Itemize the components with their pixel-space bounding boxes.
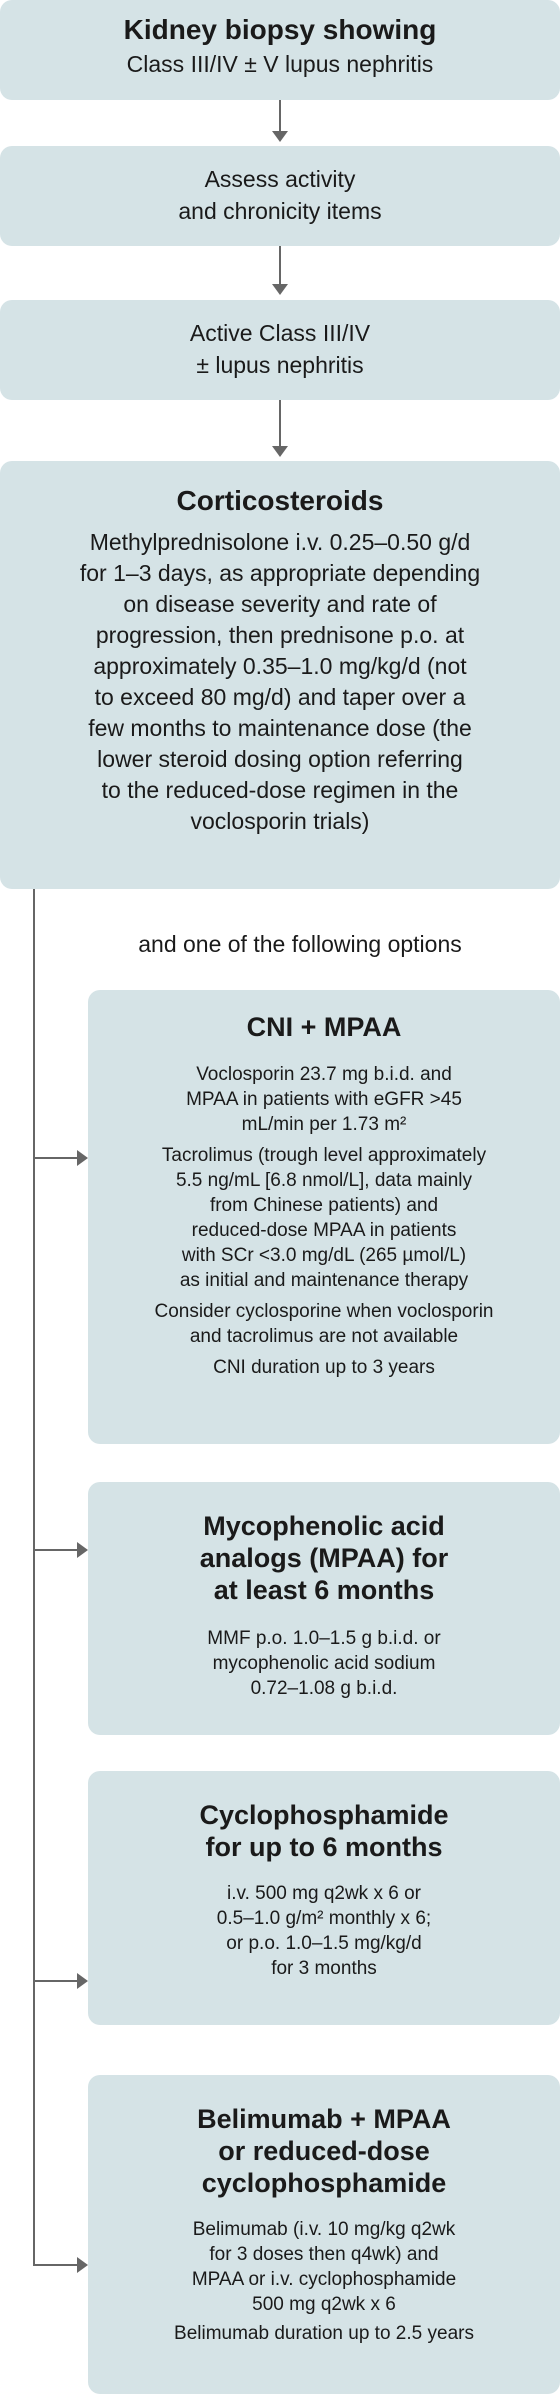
option-text: mL/min per 1.73 m² <box>241 1114 407 1135</box>
option-title: analogs (MPAA) for <box>199 1543 449 1573</box>
connector-line <box>33 1157 78 1159</box>
option-paragraph <box>88 1881 560 1981</box>
box-text: on disease severity and rate of <box>123 591 437 617</box>
option-text: i.v. 500 mg q2wk x 6 or <box>227 1883 421 1904</box>
box-text: Class III/IV ± V lupus nephritis <box>126 51 434 77</box>
box-active-class <box>0 300 560 400</box>
box-text: voclosporin trials) <box>190 808 370 834</box>
option-cyclophosphamide <box>88 1771 560 2025</box>
connector-line <box>33 2264 78 2266</box>
option-title: cyclophosphamide <box>201 2168 447 2198</box>
box-text: for 1–3 days, as appropriate depending <box>79 560 481 586</box>
option-text: from Chinese patients) and <box>209 1195 439 1216</box>
option-title: or reduced-dose <box>218 2136 430 2166</box>
option-text: 5.5 ng/mL [6.8 nmol/L], data mainly <box>175 1170 473 1191</box>
option-text: reduced-dose MPAA in patients <box>191 1220 457 1241</box>
arrow-down-icon <box>272 131 288 142</box>
connector-line <box>279 100 281 132</box>
option-text: or p.o. 1.0–1.5 mg/kg/d <box>226 1933 422 1954</box>
box-text: ± lupus nephritis <box>196 352 364 378</box>
option-title: Mycophenolic acid <box>203 1511 445 1541</box>
box-text: lower steroid dosing option referring <box>97 746 463 772</box>
arrow-right-icon <box>77 2257 88 2273</box>
box-text: Methylprednisolone i.v. 0.25–0.50 g/d <box>89 529 471 555</box>
box-text: approximately 0.35–1.0 mg/kg/d (not <box>93 653 467 679</box>
option-text: with SCr <3.0 mg/dL (265 µmol/L) <box>181 1245 467 1266</box>
option-text: Belimumab duration up to 2.5 years <box>174 2323 474 2344</box>
option-paragraph <box>88 1062 560 1137</box>
option-text: mycophenolic acid sodium <box>212 1653 436 1674</box>
box-text: to exceed 80 mg/d) and taper over a <box>94 684 466 710</box>
box-corticosteroids <box>0 461 560 889</box>
box-text: few months to maintenance dose (the <box>88 715 472 741</box>
arrow-right-icon <box>77 1973 88 1989</box>
box-text: Active Class III/IV <box>189 320 371 346</box>
option-text: Tacrolimus (trough level approximately <box>161 1145 487 1166</box>
connector-line <box>279 246 281 285</box>
option-text: MPAA or i.v. cyclophosphamide <box>191 2269 457 2290</box>
option-cni-mpaa <box>88 990 560 1444</box>
option-paragraph <box>88 1143 560 1293</box>
arrow-right-icon <box>77 1542 88 1558</box>
connector-line <box>33 889 35 2265</box>
connector-text: and one of the following options <box>138 931 462 957</box>
connector-line <box>33 1549 78 1551</box>
option-mpaa <box>88 1482 560 1735</box>
option-paragraph <box>88 2321 560 2346</box>
box-title: Kidney biopsy showing <box>123 14 437 45</box>
box-text: Assess activity <box>204 166 356 192</box>
option-text: for 3 doses then q4wk) and <box>209 2244 439 2265</box>
option-paragraph <box>88 2217 560 2317</box>
option-title: Cyclophosphamide <box>199 1800 449 1830</box>
option-text: 0.72–1.08 g b.i.d. <box>250 1678 398 1699</box>
arrow-down-icon <box>272 446 288 457</box>
box-text: progression, then prednisone p.o. at <box>95 622 465 648</box>
option-text: as initial and maintenance therapy <box>179 1270 469 1291</box>
option-belimumab <box>88 2075 560 2394</box>
box-kidney-biopsy <box>0 0 560 100</box>
box-assess-activity <box>0 146 560 246</box>
option-text: for 3 months <box>271 1958 377 1979</box>
box-text: to the reduced-dose regimen in the <box>101 777 459 803</box>
option-text: Belimumab (i.v. 10 mg/kg q2wk <box>192 2219 456 2240</box>
option-title: at least 6 months <box>213 1575 435 1605</box>
option-text: MMF p.o. 1.0–1.5 g b.i.d. or <box>207 1628 441 1649</box>
connector-line <box>279 400 281 447</box>
option-text: MPAA in patients with eGFR >45 <box>186 1089 462 1110</box>
option-text: 0.5–1.0 g/m² monthly x 6; <box>216 1908 432 1929</box>
option-text: CNI duration up to 3 years <box>213 1357 435 1378</box>
option-text: Consider cyclosporine when voclosporin <box>154 1301 494 1322</box>
arrow-right-icon <box>77 1150 88 1166</box>
connector-line <box>33 1980 78 1982</box>
arrow-down-icon <box>272 284 288 295</box>
box-title: Corticosteroids <box>176 485 384 516</box>
option-text: 500 mg q2wk x 6 <box>252 2294 396 2315</box>
option-text: Voclosporin 23.7 mg b.i.d. and <box>196 1064 452 1085</box>
option-paragraph <box>88 1299 560 1349</box>
option-title: CNI + MPAA <box>246 1012 402 1042</box>
box-text: and chronicity items <box>178 198 382 224</box>
option-title: for up to 6 months <box>205 1832 443 1862</box>
option-paragraph <box>88 1355 560 1380</box>
option-text: and tacrolimus are not available <box>189 1326 459 1347</box>
option-paragraph <box>88 1626 560 1701</box>
option-title: Belimumab + MPAA <box>197 2104 451 2134</box>
